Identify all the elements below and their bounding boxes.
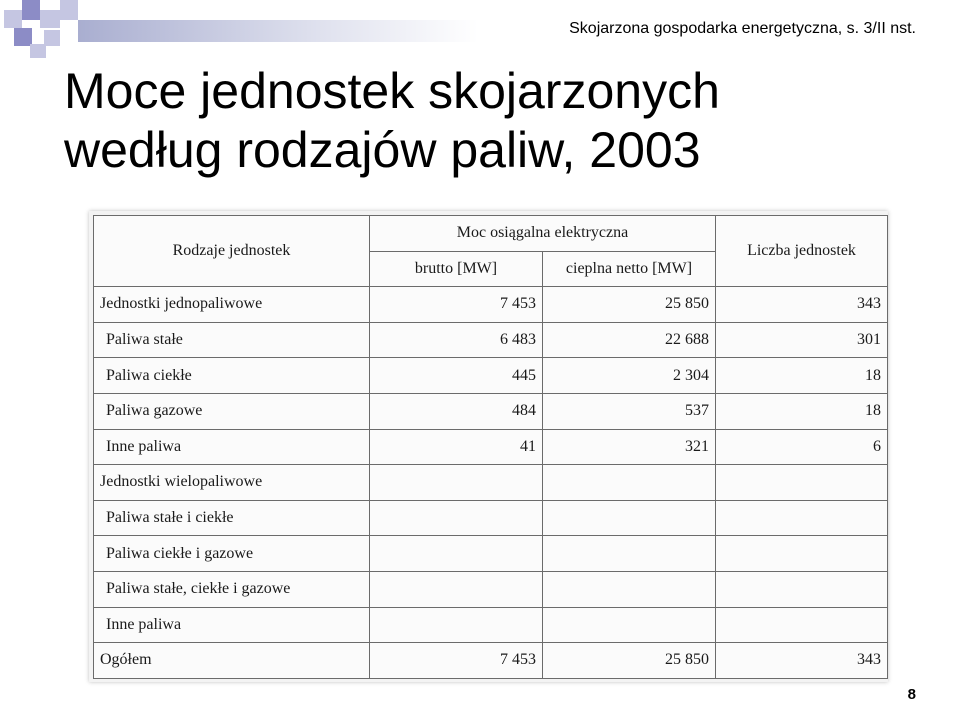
col-header-group-capacity: Moc osiągalna elektryczna (370, 216, 716, 252)
logo-square (30, 44, 46, 58)
cell-cieplna (543, 465, 716, 501)
cell-count (716, 607, 888, 643)
cell-brutto: 445 (370, 358, 543, 394)
cell-brutto (370, 607, 543, 643)
cell-count (716, 571, 888, 607)
cell-cieplna: 537 (543, 393, 716, 429)
row-label: Paliwa stałe, ciekłe i gazowe (94, 571, 370, 607)
table-row (94, 393, 888, 429)
table-row (94, 571, 888, 607)
cell-count: 301 (716, 322, 888, 358)
cell-brutto (370, 536, 543, 572)
logo-square (4, 10, 22, 28)
cell-count: 343 (716, 643, 888, 679)
row-label: Jednostki jednopaliwowe (94, 287, 370, 323)
col-header-unit-count: Liczba jednostek (716, 216, 888, 287)
row-label: Inne paliwa (94, 429, 370, 465)
slide-title-line-1: Moce jednostek skojarzonych (64, 63, 720, 119)
cell-count: 18 (716, 393, 888, 429)
cell-count (716, 500, 888, 536)
cell-count: 6 (716, 429, 888, 465)
cell-brutto: 484 (370, 393, 543, 429)
table-row (94, 287, 888, 323)
cell-cieplna (543, 571, 716, 607)
table-row (94, 322, 888, 358)
logo-square (44, 30, 60, 46)
cell-brutto (370, 465, 543, 501)
cell-brutto: 6 483 (370, 322, 543, 358)
course-title: Skojarzona gospodarka energetyczna, s. 3/II nst. (569, 20, 916, 37)
row-label: Paliwa ciekłe (94, 358, 370, 394)
table-row (94, 429, 888, 465)
page-number: 8 (907, 686, 916, 703)
row-label: Paliwa stałe i ciekłe (94, 500, 370, 536)
table-row (94, 607, 888, 643)
cell-count (716, 465, 888, 501)
cell-count (716, 536, 888, 572)
cell-brutto (370, 571, 543, 607)
row-label: Ogółem (94, 643, 370, 679)
col-header-cieplna: cieplna netto [MW] (543, 251, 716, 287)
table-row (94, 358, 888, 394)
cell-cieplna: 321 (543, 429, 716, 465)
table-row (94, 465, 888, 501)
cell-brutto: 7 453 (370, 643, 543, 679)
cell-count: 343 (716, 287, 888, 323)
cell-count: 18 (716, 358, 888, 394)
slide-title-line-2: według rodzajów paliw, 2003 (64, 122, 701, 178)
cell-cieplna: 2 304 (543, 358, 716, 394)
logo-square (22, 0, 40, 20)
fuel-capacity-table (93, 215, 888, 679)
row-label: Paliwa stałe (94, 322, 370, 358)
col-header-unit-type: Rodzaje jednostek (94, 216, 370, 287)
logo-square (60, 0, 78, 20)
table-row (94, 643, 888, 679)
slide-title (64, 62, 720, 180)
logo-square (40, 10, 60, 28)
cell-brutto: 7 453 (370, 287, 543, 323)
row-label: Inne paliwa (94, 607, 370, 643)
cell-cieplna: 25 850 (543, 287, 716, 323)
table-row (94, 536, 888, 572)
header-gradient-bar (78, 20, 478, 42)
cell-cieplna (543, 536, 716, 572)
slide-logo-squares (0, 0, 80, 60)
cell-cieplna (543, 607, 716, 643)
row-label: Jednostki wielopaliwowe (94, 465, 370, 501)
cell-brutto (370, 500, 543, 536)
cell-cieplna: 22 688 (543, 322, 716, 358)
row-label: Paliwa ciekłe i gazowe (94, 536, 370, 572)
col-header-brutto: brutto [MW] (370, 251, 543, 287)
cell-brutto: 41 (370, 429, 543, 465)
row-label: Paliwa gazowe (94, 393, 370, 429)
table-row (94, 500, 888, 536)
cell-cieplna (543, 500, 716, 536)
cell-cieplna: 25 850 (543, 643, 716, 679)
